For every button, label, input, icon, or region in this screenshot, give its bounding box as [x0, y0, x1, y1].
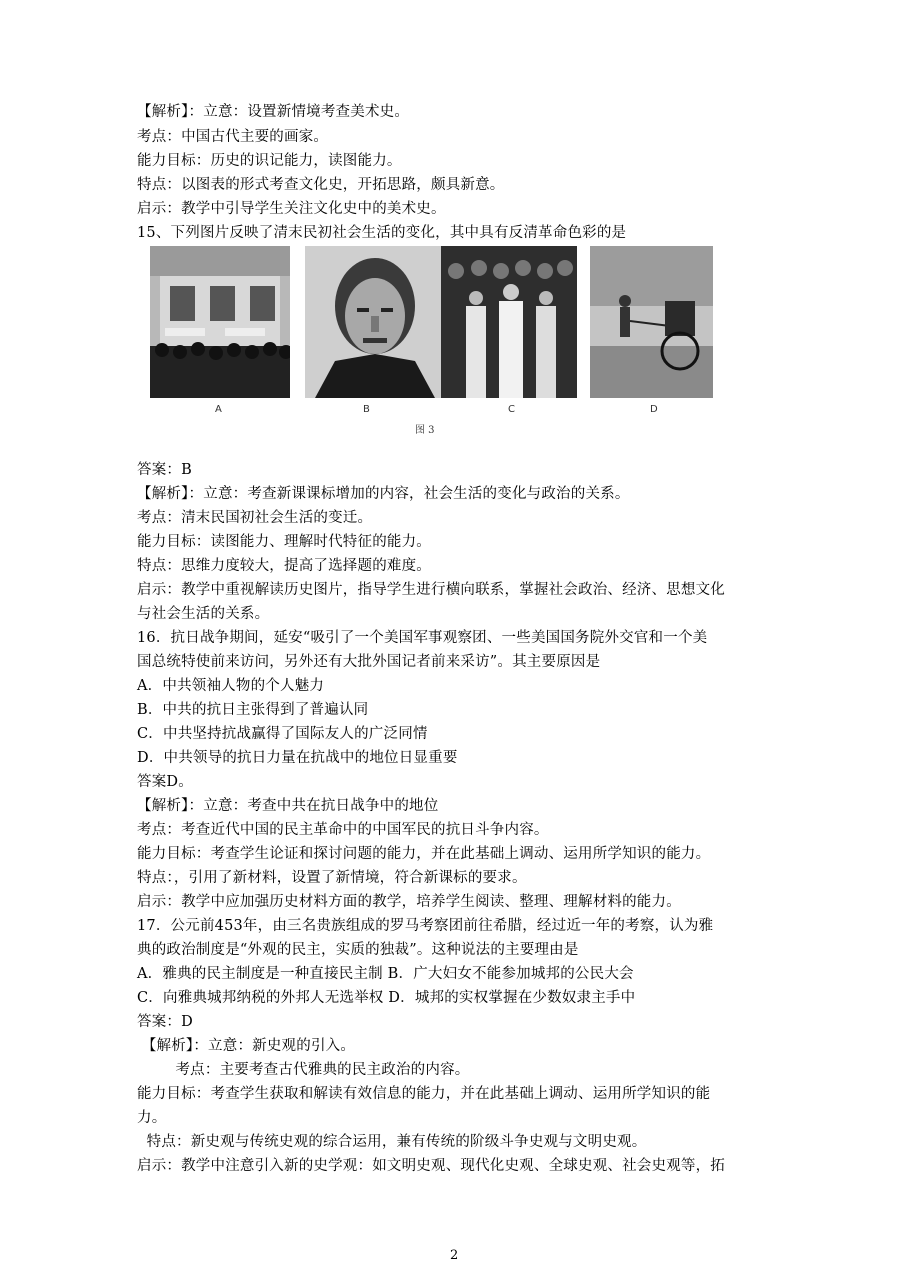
text-line: 答案：B: [137, 462, 192, 478]
feature-line: 特点：以图表的形式考查文化史，开拓思路，颇具新意。: [137, 177, 505, 193]
option-d: D．中共领导的抗日力量在抗战中的地位日显重要: [137, 750, 458, 766]
photo-b-portrait: [305, 246, 445, 398]
text-line: 能力目标：读图能力、理解时代特征的能力。: [137, 534, 431, 550]
text-line: 特点：新史观与传统史观的综合运用，兼有传统的阶级斗争史观与文明史观。: [137, 1134, 647, 1150]
answer-line: 答案：D: [137, 1014, 193, 1030]
option-b: B．中共的抗日主张得到了普遍认同: [137, 702, 369, 718]
photo-c-wedding: [441, 246, 577, 398]
text-line: 力。: [137, 1110, 167, 1126]
text-line: 【解析】：立意：考查中共在抗日战争中的地位: [137, 798, 439, 814]
exam-point-line: 考点：中国古代主要的画家。: [137, 129, 329, 145]
photo-d-rickshaw: [590, 246, 713, 398]
ability-line: 能力目标：历史的识记能力，读图能力。: [137, 153, 402, 169]
photo-label-c: C: [508, 404, 515, 415]
photo-label-b: B: [363, 404, 370, 415]
text-line: 能力目标：考查学生论证和探讨问题的能力，并在此基础上调动、运用所学知识的能力。: [137, 846, 711, 862]
text-line: 考点：清末民国初社会生活的变迁。: [137, 510, 373, 526]
text-line: 【解析】：立意：新史观的引入。: [137, 1038, 356, 1054]
options-cd: C．向雅典城邦纳税的外邦人无选举权 D．城邦的实权掌握在少数奴隶主手中: [137, 990, 636, 1006]
text-line: 与社会生活的关系。: [137, 606, 270, 622]
text-line: 【解析】：立意：考查新课课标增加的内容，社会生活的变化与政治的关系。: [137, 486, 630, 502]
analysis-line: 【解析】：立意：设置新情境考查美术史。: [137, 104, 410, 120]
text-line: 启示：教学中注意引入新的史学观：如文明史观、现代化史观、全球史观、社会史观等，拓: [137, 1158, 725, 1174]
figure-caption: 图 3: [415, 425, 435, 436]
option-a: A．中共领袖人物的个人魅力: [137, 678, 325, 694]
text-line: 启示：教学中应加强历史材料方面的教学，培养学生阅读、整理、理解材料的能力。: [137, 894, 681, 910]
text-line: 能力目标：考查学生获取和解读有效信息的能力，并在此基础上调动、运用所学知识的能: [137, 1086, 711, 1102]
question-17: 17．公元前453年，由三名贵族组成的罗马考察团前往希腊，经过近一年的考察，认为雅: [137, 918, 714, 934]
text-line: 特点：思维力度较大，提高了选择题的难度。: [137, 558, 431, 574]
question-16: 16．抗日战争期间，延安“吸引了一个美国军事观察团、一些美国国务院外交官和一个美: [137, 630, 708, 646]
photo-a-crowd: [150, 246, 290, 398]
figure-3-photos: [145, 246, 725, 446]
text-line: 典的政治制度是“外观的民主，实质的独裁”。这种说法的主要理由是: [137, 942, 579, 958]
question-15: 15、下列图片反映了清末民初社会生活的变化，其中具有反清革命色彩的是: [137, 225, 627, 241]
options-ab: A．雅典的民主制度是一种直接民主制 B．广大妇女不能参加城邦的公民大会: [137, 966, 634, 982]
photo-label-d: D: [650, 404, 658, 415]
page-number: 2: [450, 1248, 459, 1263]
text-line: 特点：，引用了新材料，设置了新情境，符合新课标的要求。: [137, 870, 527, 886]
insight-line: 启示：教学中引导学生关注文化史中的美术史。: [137, 201, 446, 217]
text-line: 国总统特使前来访问，另外还有大批外国记者前来采访”。其主要原因是: [137, 654, 601, 670]
answer-line: 答案D。: [137, 774, 193, 790]
option-c: C．中共坚持抗战赢得了国际友人的广泛同情: [137, 726, 428, 742]
text-line: 考点：考查近代中国的民主革命中的中国军民的抗日斗争内容。: [137, 822, 549, 838]
text-line: 启示：教学中重视解读历史图片，指导学生进行横向联系，掌握社会政治、经济、思想文化: [137, 582, 725, 598]
text-line: 考点：主要考查古代雅典的民主政治的内容。: [137, 1062, 470, 1078]
photo-label-a: A: [215, 404, 222, 415]
